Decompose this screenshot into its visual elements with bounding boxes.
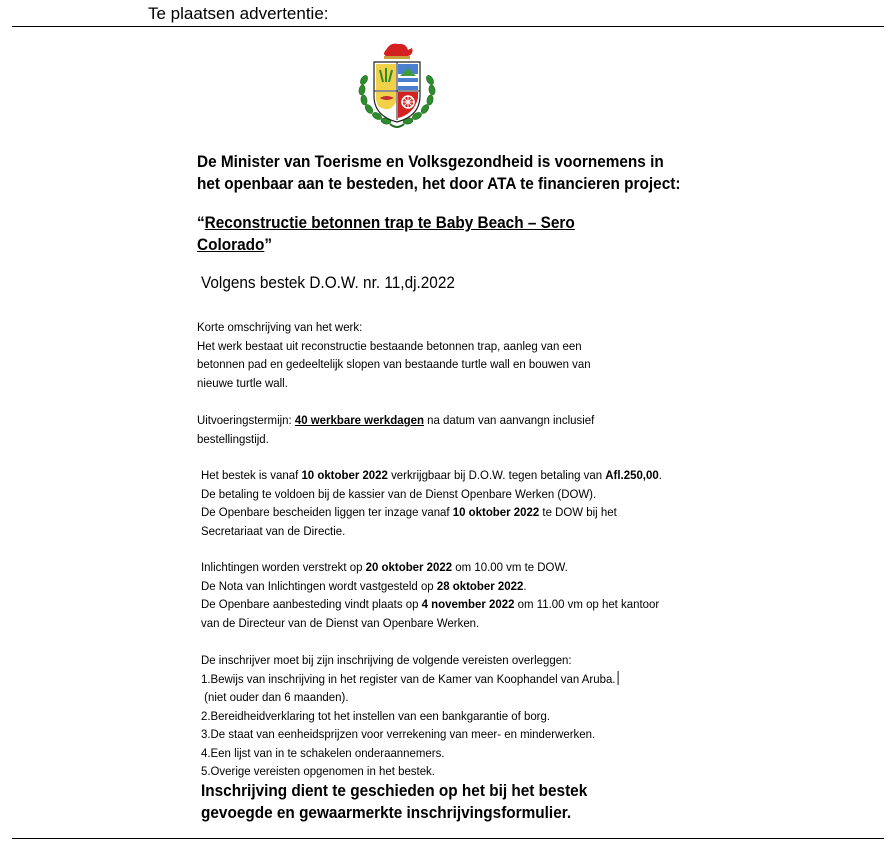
aruba-coat-of-arms-icon	[350, 40, 444, 134]
top-divider	[12, 26, 884, 27]
project-title-line: Reconstructie betonnen trap te Baby Beach – Sero	[204, 214, 575, 232]
requirement-item: (niet ouder dan 6 maanden).	[201, 690, 349, 704]
intro-line: het openbaar aan te besteden, het door ATA te financieren project:	[197, 175, 681, 193]
text-line: nieuwe turtle wall.	[197, 375, 288, 390]
date-highlight: 4 november 2022	[421, 597, 515, 611]
date-highlight: 20 oktober 2022	[365, 560, 453, 574]
text-line: bestellingstijd.	[197, 431, 269, 446]
requirement-item: 5.Overige vereisten opgenomen in het bestek.	[201, 764, 435, 778]
text-fragment: Uitvoeringstermijn:	[197, 413, 295, 427]
intro-paragraph	[197, 151, 680, 195]
text-fragment: Inlichtingen worden verstrekt op	[201, 560, 366, 574]
quote-open: “	[197, 214, 205, 232]
text-fragment: De Openbare bescheiden liggen ter inzage vanaf	[201, 505, 453, 519]
section-heading: Korte omschrijving van het werk:	[197, 320, 363, 334]
bestek-reference: Volgens bestek D.O.W. nr. 11,dj.2022	[201, 274, 455, 292]
amount-highlight: Afl.250,00	[605, 468, 659, 482]
intro-line: De Minister van Toerisme en Volksgezondheid is voornemens in	[197, 153, 664, 171]
text-fragment: om 10.00 vm te DOW.	[452, 560, 568, 574]
text-fragment: na datum van aanvangn inclusief	[423, 413, 595, 427]
text-line: Het werk bestaat uit reconstructie bestaande betonnen trap, aanleg van een	[197, 338, 582, 353]
closing-line: gevoegde en gewaarmerkte inschrijvingsformulier.	[201, 804, 572, 822]
text-fragment: De Nota van Inlichtingen wordt vastgesteld op	[201, 578, 437, 593]
requirement-item: 2.Bereidheidverklaring tot het instellen van een bankgarantie of borg.	[201, 708, 551, 723]
date-highlight: 28 oktober 2022	[436, 578, 524, 593]
text-fragment: te DOW bij het	[539, 505, 617, 519]
requirement-item: 3.De staat van eenheidsprijzen voor verrekening van meer- en minderwerken.	[201, 727, 596, 741]
text-fragment: Het bestek is vanaf	[201, 468, 302, 482]
text-line: Secretariaat van de Directie.	[201, 523, 346, 538]
text-fragment: .	[523, 578, 527, 593]
work-description	[197, 318, 591, 392]
workdays-highlight: 40 werkbare werkdagen	[294, 413, 424, 427]
bottom-divider	[12, 838, 884, 839]
date-highlight: 10 oktober 2022	[301, 468, 388, 482]
requirement-item: 1.Bewijs van inschrijving in het register van de Kamer van Koophandel van Aruba.	[201, 671, 616, 686]
text-line: betonnen pad en gedeeltelijk slopen van bestaande turtle wall en bouwen van	[197, 357, 591, 371]
project-title-line: Colorado	[197, 236, 265, 254]
closing-statement	[201, 780, 587, 824]
information-section	[201, 558, 659, 632]
text-cursor-icon	[617, 671, 618, 685]
project-title	[197, 212, 575, 256]
quote-close: ”	[264, 236, 273, 254]
requirements-section	[201, 651, 618, 781]
closing-line: Inschrijving dient te geschieden op het bij het bestek	[201, 782, 588, 800]
text-fragment: verkrijgbaar bij D.O.W. tegen betaling van	[387, 468, 606, 482]
text-line: van de Directeur van de Dienst van Openbare Werken.	[201, 615, 480, 630]
requirement-item: 4.Een lijst van in te schakelen onderaannemers.	[201, 745, 445, 760]
availability-section	[201, 466, 662, 540]
text-fragment: De Openbare aanbesteding vindt plaats op	[201, 597, 422, 611]
text-fragment: .	[658, 468, 662, 482]
text-fragment: om 11.00 vm op het kantoor	[514, 597, 660, 611]
execution-term	[197, 411, 594, 448]
page-header: Te plaatsen advertentie:	[148, 4, 329, 23]
date-highlight: 10 oktober 2022	[452, 505, 540, 519]
text-line: De betaling te voldoen bij de kassier van de Dienst Openbare Werken (DOW).	[201, 486, 597, 501]
section-heading: De inschrijver moet bij zijn inschrijving de volgende vereisten overleggen:	[201, 653, 572, 667]
